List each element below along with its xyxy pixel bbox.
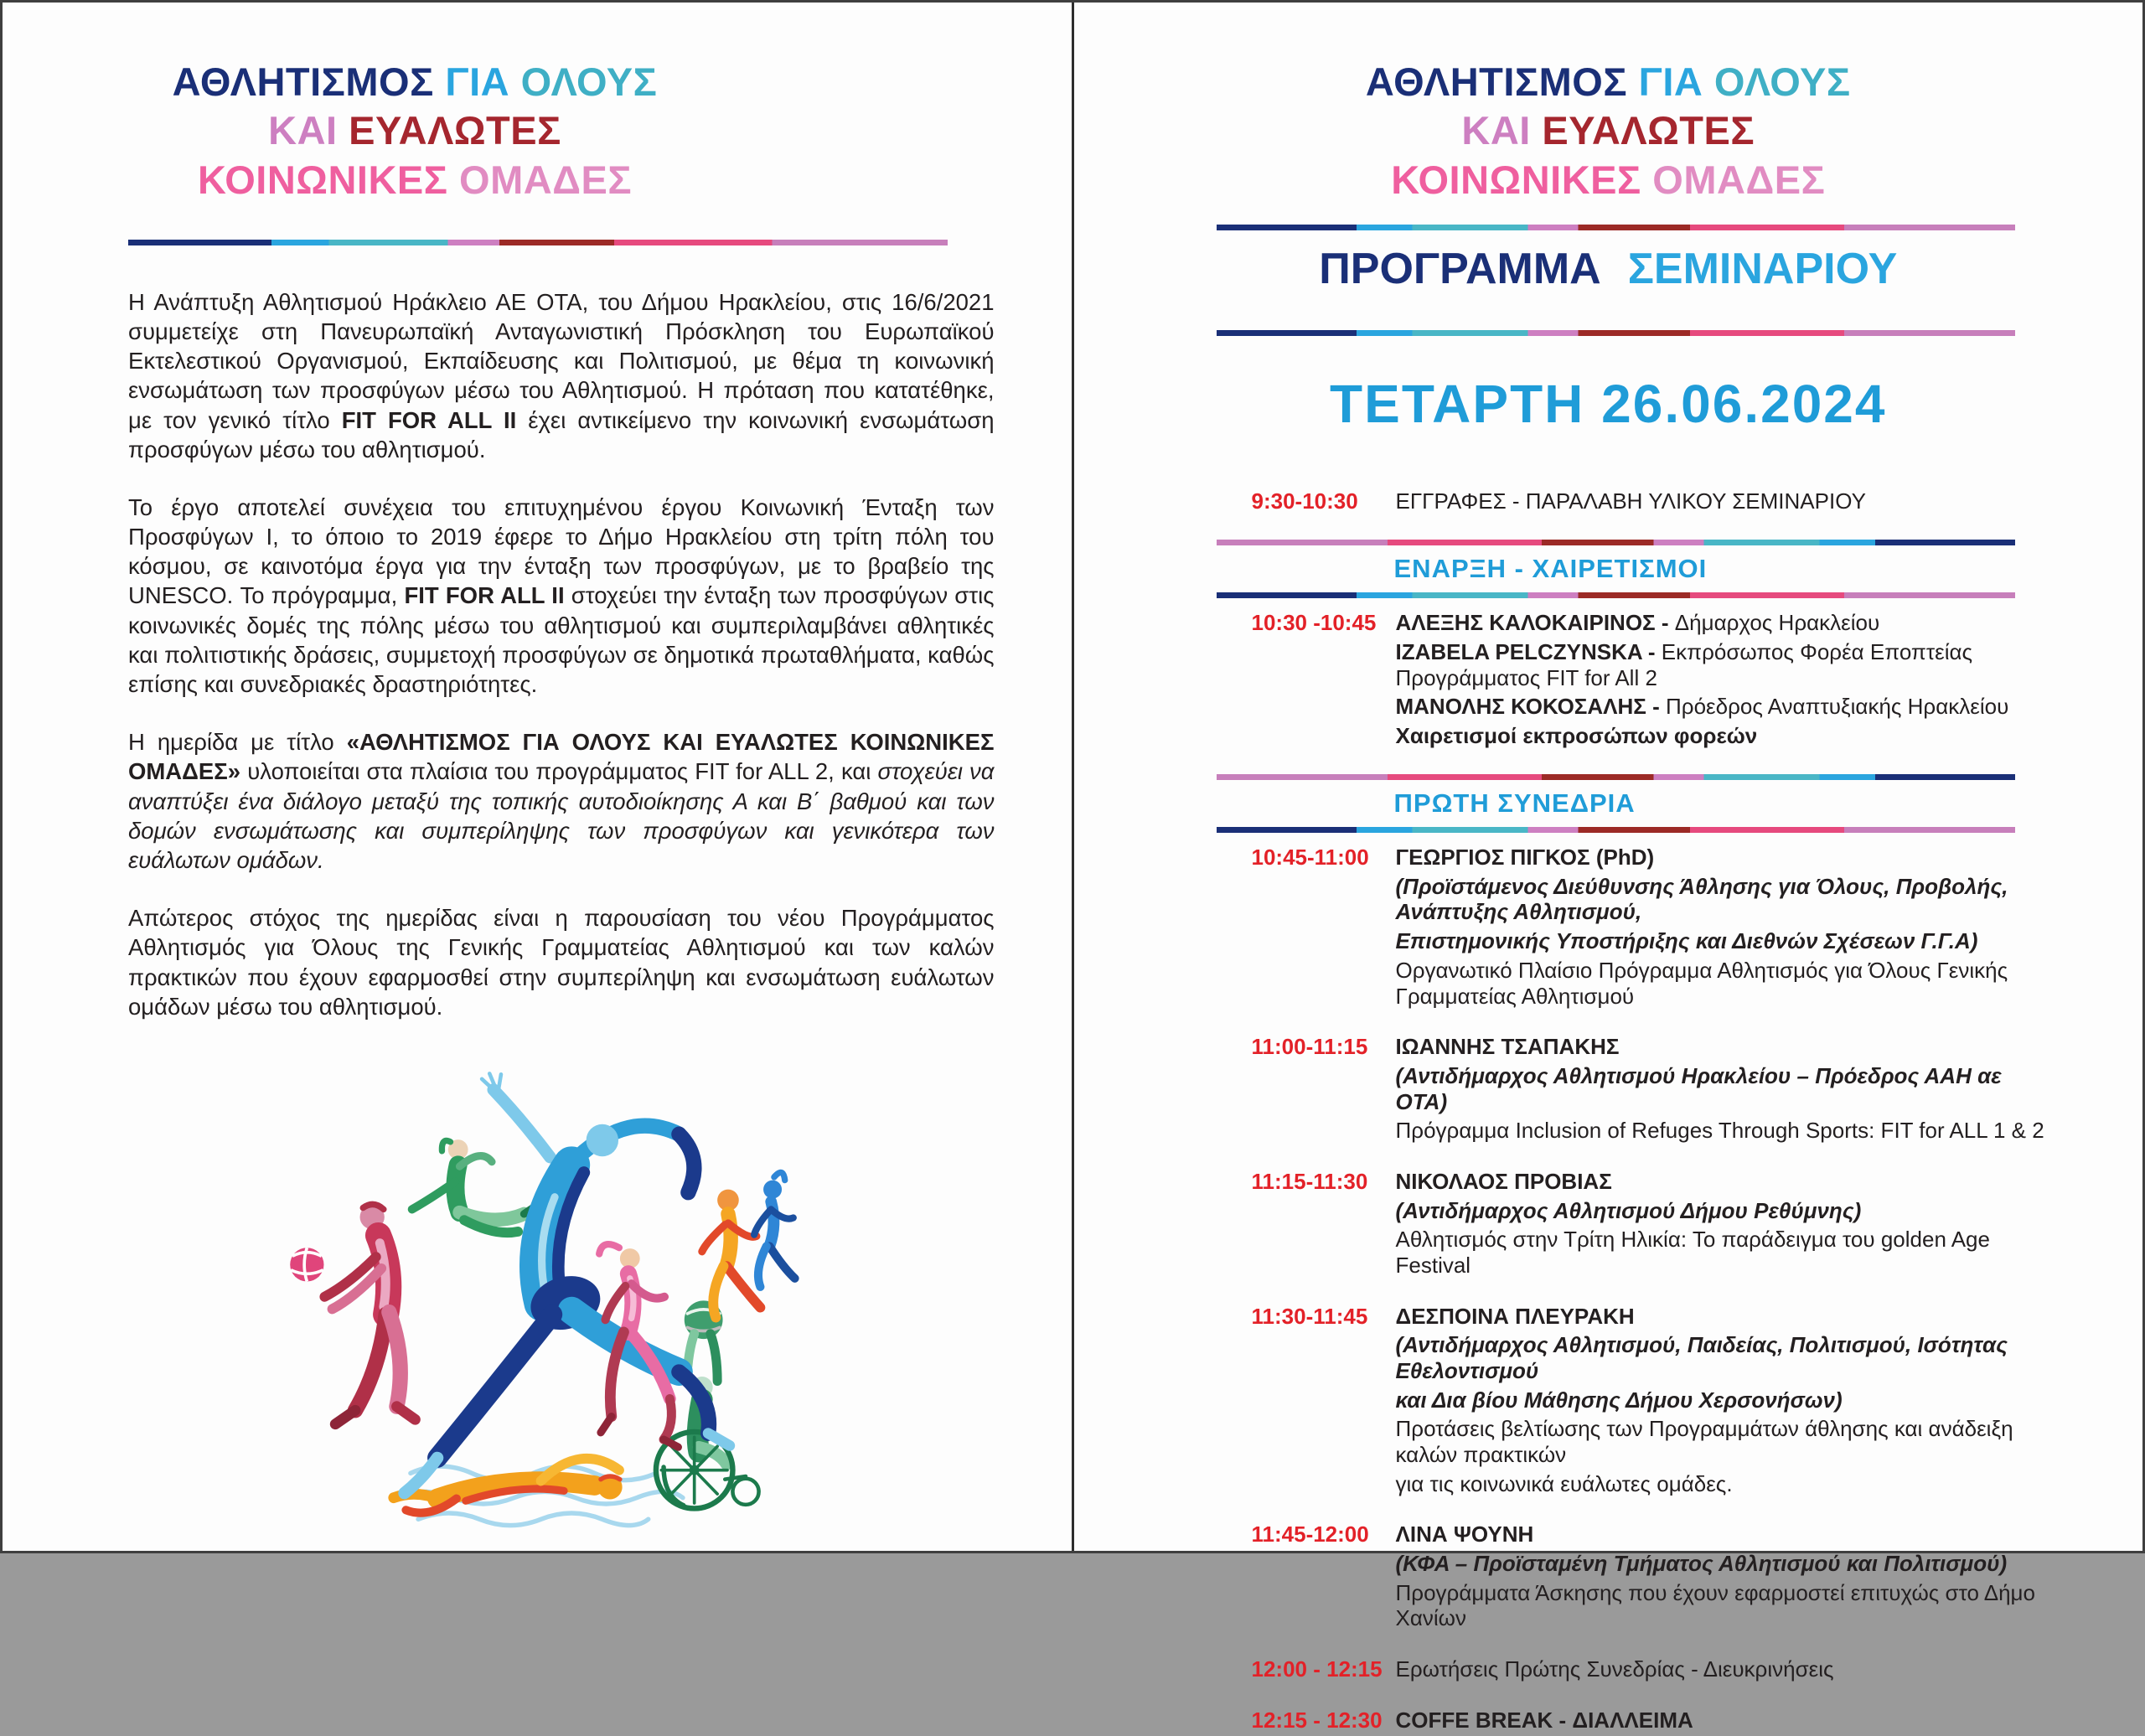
text-segment: ΔΕΣΠΟΙΝΑ ΠΛΕΥΡΑΚΗ (1395, 1303, 1635, 1329)
text-segment: (ΚΦΑ – Προϊσταμένη Τμήματος Αθλητισμού και Πολιτισμού) (1395, 1550, 2008, 1576)
session-line (1396, 1656, 2051, 1682)
text-segment: Δήμαρχος Ηρακλείου (1674, 610, 1880, 636)
divider-rule (1217, 592, 2016, 598)
text-segment: (Αντιδήμαρχος Αθλητισμού, Παιδείας, Πολιτισμού, Ισότητας Εθελοντισμού (1395, 1332, 2008, 1383)
schedule-row (1074, 488, 2143, 518)
schedule-row (1074, 1708, 2143, 1736)
schedule-row (1074, 610, 2143, 752)
body-paragraph (128, 287, 995, 464)
session-line (1396, 1387, 2051, 1413)
text-segment: Απώτερος στόχος της ημερίδας είναι η παρουσίαση του νέου Προγράμματος Αθλητισμός για Όλους της Γενικής Γραμματείας Αθλητισμού και των καλών πρακτικών που έχουν εφαρμοσθεί στην συμπερίληψη και ενσωμάτωση ευάλωτων ομάδων μέσω του αθλητισμού. (128, 905, 995, 1020)
schedule-row (1074, 1656, 2143, 1686)
session-line (1396, 694, 2051, 720)
page-right-program (1074, 3, 2143, 1733)
body-paragraph (128, 903, 995, 1021)
text-segment: ΕΓΓΡΑΦΕΣ - ΠΑΡΑΛΑΒΗ ΥΛΙΚΟΥ ΣΕΜΙΝΑΡΙΟΥ (1395, 488, 1866, 514)
volleyball-player-figure (324, 1204, 415, 1423)
time-slot: 11:45-12:00 (1251, 1522, 1369, 1547)
text-segment: ΑΘΛΗΤΙΣΜΟΣ (1365, 59, 1639, 104)
session-line (1396, 1332, 2051, 1383)
session-line (1396, 1118, 2051, 1144)
time-slot: 10:30 -10:45 (1251, 610, 1377, 636)
banner-title-line (96, 58, 733, 106)
banner-title-line (1264, 156, 1951, 204)
time-slot: 9:30-10:30 (1251, 488, 1358, 514)
session-line (1396, 1169, 2051, 1195)
text-segment: ΠΡΟΓΡΑΜΜΑ (1319, 244, 1601, 293)
session-section-header: ΠΡΩΤΗ ΣΥΝΕΔΡΙΑ (1393, 788, 1636, 818)
session-description (1396, 1522, 2143, 1635)
text-segment: Η Ανάπτυξη Αθλητισμού Ηράκλειο ΑΕ ΟΤΑ, του Δήμου Ηρακλείου, στις 16/6/2021 συμμετείχε στη Πανευρωπαϊκή Ανταγωνιστική Πρόσκληση του Ευρωπαϊκού Εκτελεστικού Οργανισμού, Εκπαίδευσης και Πολιτισμού, με θέμα τη κοινωνική ενσωμάτωση των προσφύγων μέσω του Αθλητισμού. Η πρόταση που κατατέθηκε, με τον γενικό τίτλο (128, 288, 995, 433)
text-segment: ΑΘΛΗΤΙΣΜΟΣ (172, 59, 446, 104)
session-description (1396, 1169, 2143, 1282)
text-segment: (Αντιδήμαρχος Αθλητισμού Ηρακλείου – Πρόεδρος ΑΑΗ αε ΟΤΑ) (1395, 1062, 2002, 1114)
text-segment: ΟΜΑΔΕΣ (459, 157, 633, 202)
text-segment: ΟΛΟΥΣ (1713, 59, 1851, 104)
text-segment: έχει αντικείμενο την κοινωνική ενσωμάτωση προσφύγων μέσω του αθλητισμού. (128, 406, 995, 462)
body-paragraph (128, 493, 995, 699)
text-segment: στοχεύει την ένταξη των προσφύγων στις κοινωνικές δομές της πόλης μέσω του αθλητισμού και συμπεριλαμβάνει αθλητικές και πολιτιστικής δράσεις, συμμετοχή προσφύγων σε δημοτικά πρωταθλήματα, καθώς επίσης και συνεδριακές δραστηριότητες. (128, 582, 995, 698)
athletes-sports-illustration (265, 1050, 809, 1526)
program-title (1074, 244, 2143, 294)
divider-rule (128, 240, 948, 245)
text-segment: FIT FOR ALL II (341, 406, 517, 433)
text-segment: ΚΟΙΝΩΝΙΚΕΣ (197, 157, 460, 202)
session-line (1396, 1063, 2051, 1114)
text-segment: ΝΙΚΟΛΑΟΣ ΠΡΟΒΙΑΣ (1395, 1168, 1612, 1194)
text-segment: ΓΕΩΡΓΙΟΣ ΠΙΓΚΟΣ (PhD) (1395, 845, 1655, 871)
text-segment: Εκπρόσωπος Φορέα Εποπτείας Προγράμματος FIT for All 2 (1395, 638, 1973, 690)
text-segment: Επιστημονικής Υποστήριξης και Διεθνών Σχέσεων Γ.Γ.Α) (1395, 928, 1978, 954)
session-section-header: ΕΝΑΡΞΗ - ΧΑΙΡΕΤΙΣΜΟΙ (1393, 553, 1708, 583)
schedule-row (1074, 1169, 2143, 1282)
session-description (1396, 1708, 2143, 1736)
time-slot: 12:00 - 12:15 (1251, 1656, 1383, 1682)
text-segment: Πρόγραμμα Inclusion of Refuges Through Sports: FIT for ALL 1 & 2 (1395, 1118, 2044, 1144)
text-segment: ΛΙΝΑ ΨΟΥΝΗ (1395, 1522, 1534, 1547)
volleyball-ball-icon (290, 1248, 323, 1281)
time-slot: 11:00-11:15 (1251, 1034, 1368, 1060)
session-line (1396, 928, 2051, 954)
divider-rule (1217, 827, 2016, 833)
divider-rule (1217, 540, 2016, 545)
seminar-date: ΤΕΤΑΡΤΗ 26.06.2024 (1330, 373, 1887, 434)
text-segment: ΟΜΑΔΕΣ (1652, 157, 1826, 202)
divider-rule (1217, 330, 2016, 336)
session-line (1396, 1304, 2051, 1330)
session-description (1396, 845, 2143, 1012)
page-left-intro (3, 3, 1072, 1551)
session-line (1396, 610, 2051, 636)
divider-rule (1217, 225, 2016, 230)
text-segment: ΓΙΑ (445, 59, 521, 104)
text-segment: Το έργο αποτελεί συνέχεια του επιτυχημένου έργου Κοινωνική Ένταξη των Προσφύγων Ι, το όποιο το 2019 έφερε το Δήμο Ηρακλείου στη τρίτη πόλη του κόσμου, σε καινοτόμα έργα για την ένταξη των προσφύγων, με το βραβείο της UNESCO. Το πρόγραμμα, (128, 493, 995, 609)
event-title (96, 58, 733, 204)
text-segment: Χαιρετισμοί εκπροσώπων φορεών (1395, 722, 1758, 748)
session-line (1396, 1551, 2051, 1577)
schedule-row (1074, 1304, 2143, 1501)
text-segment: «ΑΘΛΗΤΙΣΜΟΣ ΓΙΑ ΟΛΟΥΣ ΚΑΙ ΕΥΑΛΩΤΕΣ ΚΟΙΝΩΝΙΚΕΣ ΟΜΑΔΕΣ» (128, 729, 995, 785)
text-segment: IZABELA PELCZYNSKA - (1395, 638, 1662, 664)
text-segment: (Προϊστάμενος Διεύθυνσης Άθλησης για Όλους, Προβολής, Ανάπτυξης Αθλητισμού, (1395, 873, 2008, 925)
text-segment: στοχεύει να αναπτύξει ένα διάλογο μεταξύ της τοπικής αυτοδιοίκησης Α και Β΄ βαθμού και των δομών ενσωμάτωσης και συμπερίληψης των προσφύγων και γενικότερα των ευάλωτων ομάδων. (128, 758, 995, 873)
session-line (1396, 845, 2051, 871)
schedule-row (1074, 845, 2143, 1012)
seminar-schedule (1074, 488, 2143, 1736)
session-line (1396, 874, 2051, 925)
text-segment: ΕΥΑΛΩΤΕΣ (349, 108, 561, 153)
session-line (1396, 1708, 2051, 1733)
text-segment: για τις κοινωνικά ευάλωτες ομάδες. (1395, 1470, 1733, 1496)
session-line (1396, 1227, 2051, 1278)
banner-title-line (96, 156, 733, 204)
session-description (1396, 488, 2143, 518)
text-segment: ΜΑΝΟΛΗΣ ΚΟΚΟΣΑΛΗΣ - (1395, 694, 1666, 720)
session-line (1396, 639, 2051, 690)
time-slot: 11:15-11:30 (1251, 1168, 1368, 1194)
text-segment: ΓΙΑ (1638, 59, 1714, 104)
event-title (1264, 58, 1951, 204)
divider-rule (1217, 774, 2016, 780)
session-line (1396, 1416, 2051, 1467)
text-segment: και Δια βίου Μάθησης Δήμου Χερσονήσων) (1395, 1387, 1843, 1413)
banner-title-line (1264, 58, 1951, 106)
text-segment: υλοποιείται στα πλαίσια του προγράμματος FIT for ALL 2, και (240, 758, 878, 785)
text-segment: Προγράμματα Άσκησης που έχουν εφαρμοστεί επιτυχώς στο Δήμο Χανίων (1395, 1579, 2035, 1631)
session-description (1396, 1034, 2143, 1147)
text-segment: ΣΕΜΙΝΑΡΙΟΥ (1627, 244, 1898, 293)
session-line (1396, 723, 2051, 749)
text-segment: Οργανωτικό Πλαίσιο Πρόγραμμα Αθλητισμός για Όλους Γενικής Γραμματείας Αθλητισμού (1395, 957, 2008, 1009)
text-segment: ΑΛΕΞΗΣ ΚΑΛΟΚΑΙΡΙΝΟΣ - (1395, 610, 1675, 636)
text-segment: ΚΑΙ (1461, 108, 1543, 153)
text-segment: ΟΛΟΥΣ (520, 59, 658, 104)
text-segment: Προτάσεις βελτίωσης των Προγραμμάτων άθλησης και ανάδειξη καλών πρακτικών (1395, 1416, 2013, 1467)
session-line (1396, 958, 2051, 1009)
schedule-row (1074, 1034, 2143, 1147)
session-description (1396, 610, 2143, 752)
text-segment: ΕΥΑΛΩΤΕΣ (1542, 108, 1755, 153)
session-line (1396, 1034, 2051, 1060)
body-paragraph (128, 727, 995, 875)
text-segment: Αθλητισμός στην Τρίτη Ηλικία: Το παράδειγμα του golden Age Festival (1395, 1227, 1990, 1278)
gymnast-figure (412, 1139, 536, 1232)
athletes-illustration (3, 1050, 1072, 1530)
text-segment: FIT FOR ALL II (404, 582, 565, 609)
schedule-row (1074, 1522, 2143, 1635)
text-segment: ΚΟΙΝΩΝΙΚΕΣ (1391, 157, 1653, 202)
text-segment: Η ημερίδα με τίτλο (128, 729, 347, 756)
intro-paragraphs (128, 287, 995, 1021)
sprinter-figure (404, 1073, 729, 1493)
session-line (1396, 1580, 2051, 1631)
text-segment: (Αντιδήμαρχος Αθλητισμού Δήμου Ρεθύμνης) (1395, 1197, 1862, 1223)
time-slot: 12:15 - 12:30 (1251, 1707, 1383, 1733)
time-slot: 10:45-11:00 (1251, 845, 1369, 871)
session-description (1396, 1656, 2143, 1686)
text-segment: ΚΑΙ (268, 108, 349, 153)
text-segment: Ερωτήσεις Πρώτης Συνεδρίας - Διευκρινήσεις (1395, 1656, 1834, 1682)
text-segment: COFFE BREAK - ΔΙΑΛΛΕΙΜΑ (1395, 1707, 1693, 1733)
session-line (1396, 1471, 2051, 1497)
girl-runner-figure (754, 1172, 795, 1287)
text-segment: Πρόεδρος Αναπτυξιακής Ηρακλείου (1666, 694, 2009, 720)
session-description (1396, 1304, 2143, 1501)
boy-runner-figure (702, 1190, 761, 1318)
banner-title-line (1264, 106, 1951, 155)
text-segment: ΙΩΑΝΝΗΣ ΤΣΑΠΑΚΗΣ (1395, 1034, 1620, 1060)
session-line (1396, 1522, 2051, 1547)
session-line (1396, 1198, 2051, 1224)
banner-title-line (96, 106, 733, 155)
time-slot: 11:30-11:45 (1251, 1303, 1368, 1329)
session-line (1396, 488, 2051, 514)
